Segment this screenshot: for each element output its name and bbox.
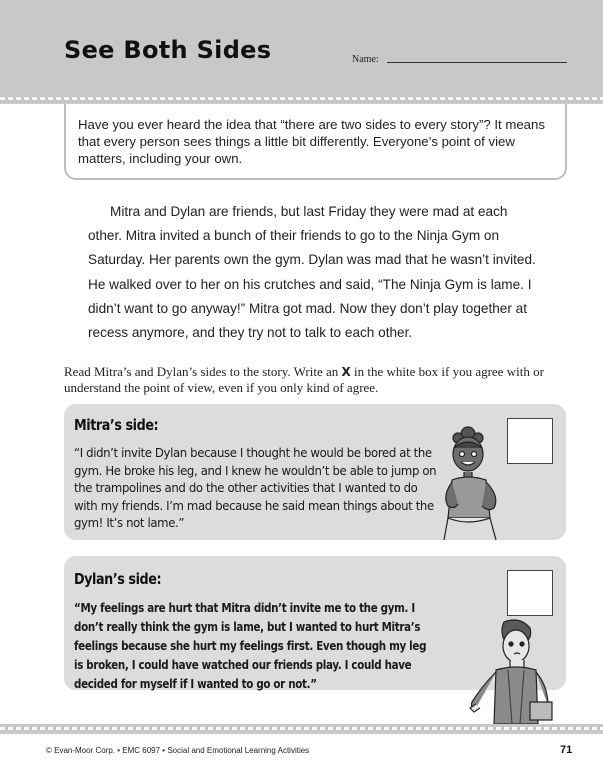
story-text: Mitra and Dylan are friends, but last Friday they were mad at each other. Mitra invited a bunch of their friends to go to the Ninja Gym on Saturday. Her parents own the gym. Dylan was mad that he wasn’t invited. He walked over to her on his crutches and said, “The Ninja Gym is lame. I didn’t want to go anyway!” Mitra got mad. Now they don’t play together at recess anymore, and they try not to talk to each other. bbox=[88, 204, 536, 341]
page-number: 71 bbox=[560, 744, 573, 756]
bottom-dashed-divider bbox=[0, 724, 603, 734]
girl-character-icon bbox=[440, 422, 504, 540]
instructions-part-1: Read Mitra’s and Dylan’s sides to the story. Write an bbox=[64, 364, 342, 379]
mitra-side-title: Mitra’s side: bbox=[74, 416, 159, 434]
instructions bbox=[64, 364, 554, 395]
top-dashed-divider bbox=[0, 94, 603, 104]
mitra-agree-box[interactable] bbox=[507, 418, 553, 464]
page-title: See Both Sides bbox=[64, 36, 272, 64]
boy-character-icon bbox=[468, 616, 558, 724]
x-mark: X bbox=[341, 365, 351, 379]
footer-credit: © Evan-Moor Corp. • EMC 6097 • Social and Emotional Learning Activities bbox=[46, 746, 310, 755]
story-paragraph bbox=[88, 200, 544, 345]
dylan-quote: “My feelings are hurt that Mitra didn’t invite me to the gym. I don’t really think the gym is lame, but I wanted to hurt Mitra’s feelings because she hurt my feelings first. Even though my leg is broken, I could have watched our friends play. I could have decided for myself if I wanted to go or not.” bbox=[74, 600, 427, 691]
dylan-agree-box[interactable] bbox=[507, 570, 553, 616]
intro-text: Have you ever heard the idea that “there are two sides to every story”? It means that every person sees things a little bit differently. Everyone’s point of view matters, including your own. bbox=[78, 117, 545, 166]
name-label: Name: bbox=[352, 54, 379, 65]
instructions-part-2: in the white box if you agree with or understand the point of view, even if you only kind of agree. bbox=[64, 364, 544, 395]
mitra-quote: “I didn’t invite Dylan because I thought he would be bored at the gym. He broke his leg, and I knew he wouldn’t be able to jump on the trampolines and do the other activities that I wanted to do with my friends. I’m mad because he said mean things about the gym! It’s not lame.” bbox=[74, 445, 437, 530]
name-field-line[interactable] bbox=[387, 62, 567, 63]
dylan-side-title: Dylan’s side: bbox=[74, 570, 162, 588]
intro-box bbox=[64, 104, 567, 180]
